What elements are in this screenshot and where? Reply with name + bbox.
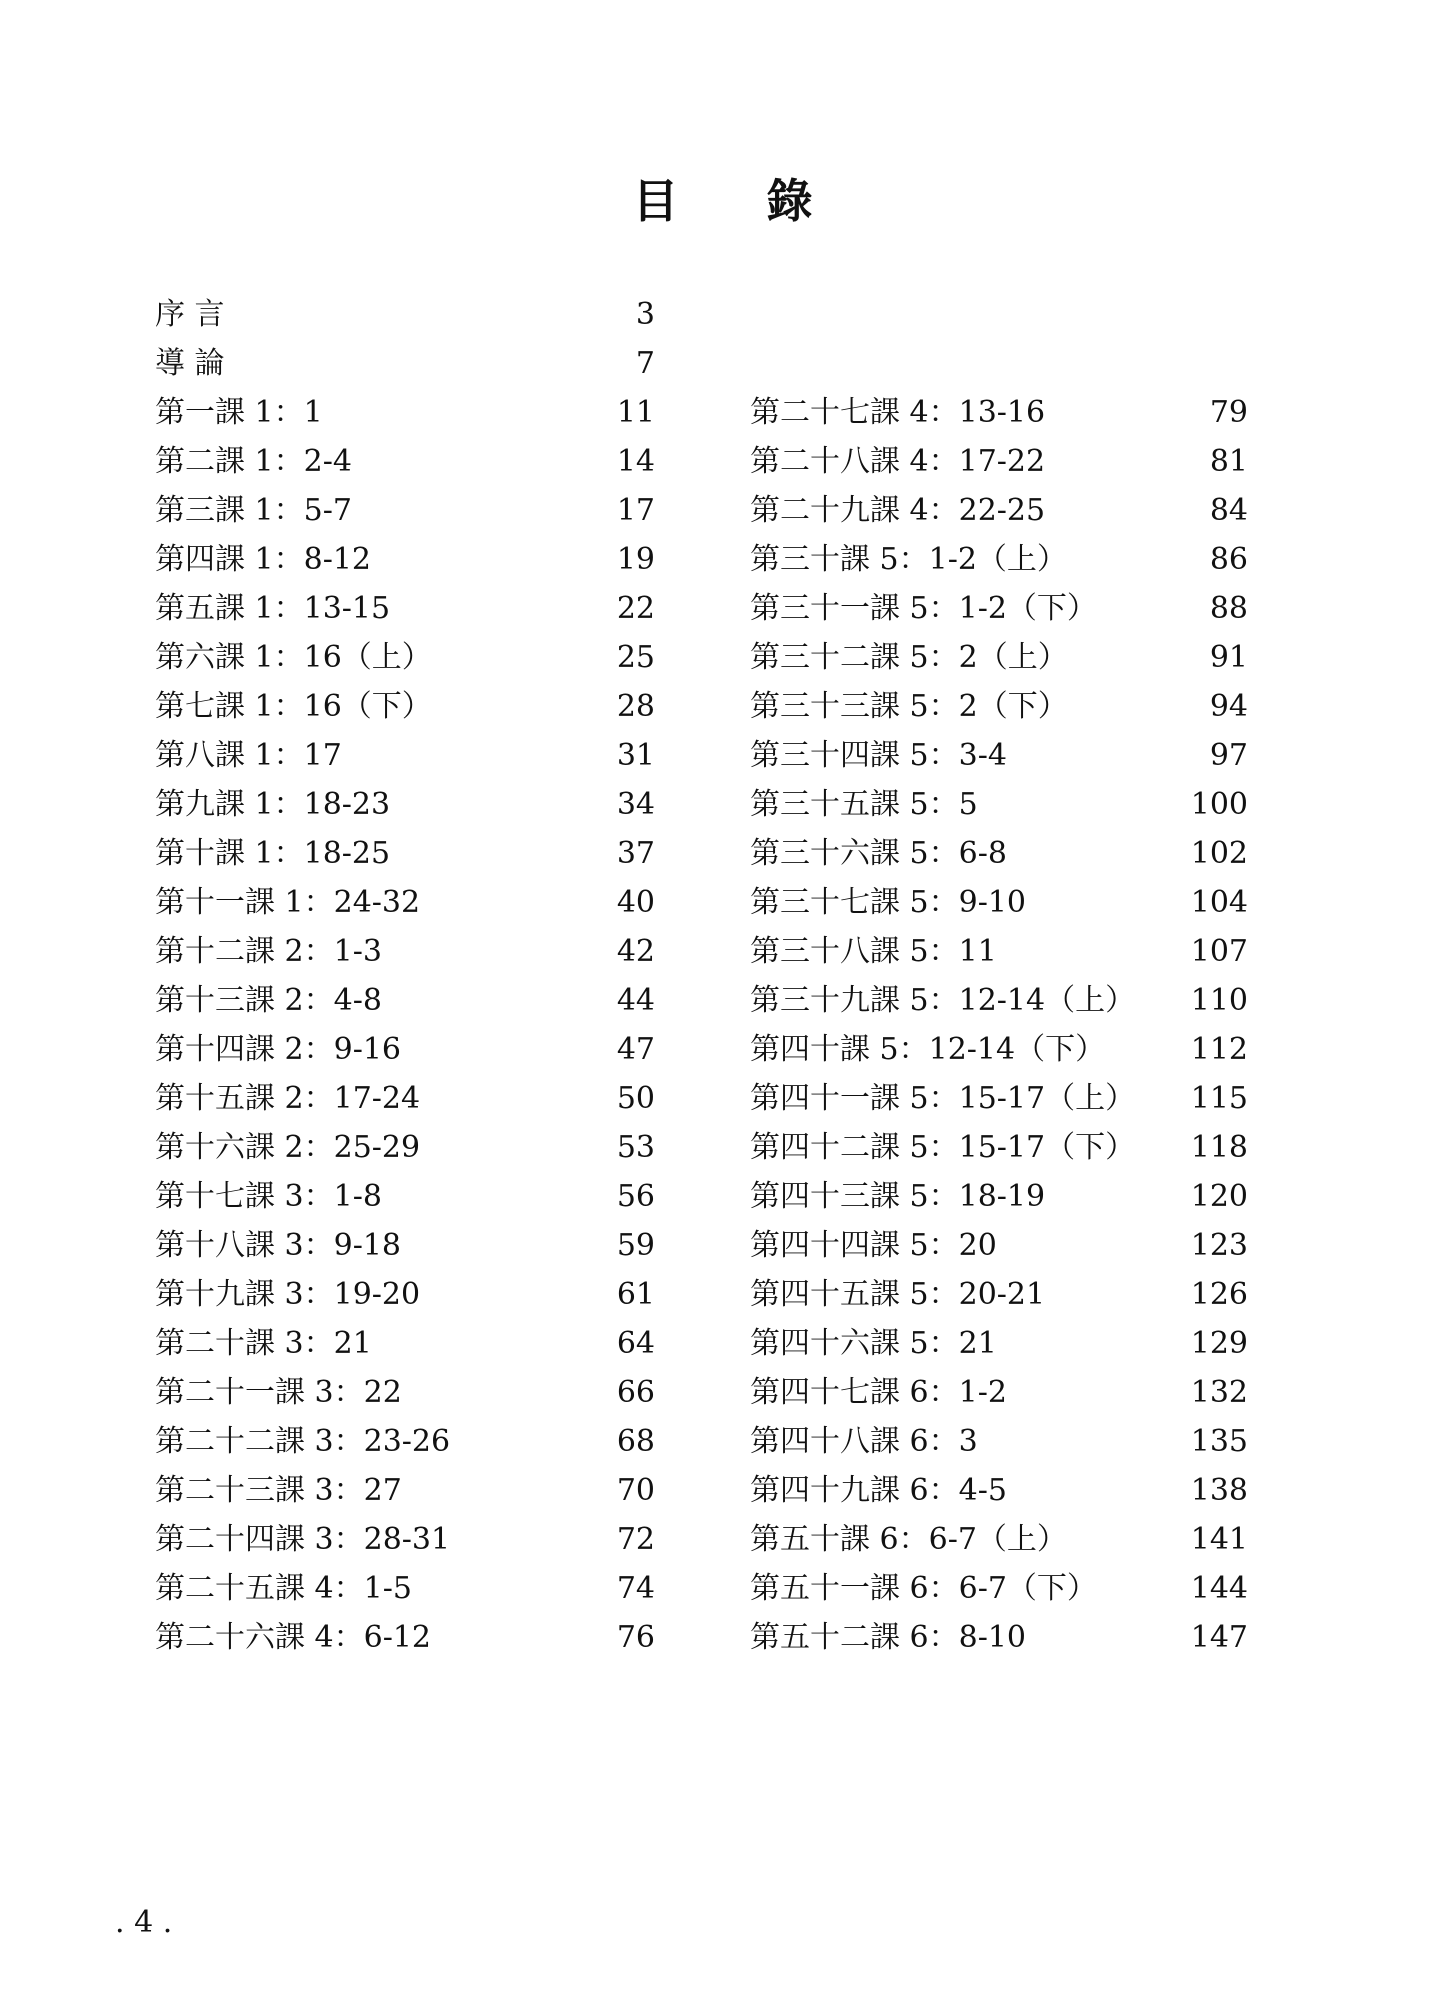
toc-entry <box>750 878 1248 927</box>
toc-entry-page: 66 <box>616 1375 655 1410</box>
toc-entry-title: 第六課 1：16（上） <box>155 640 432 675</box>
toc-entry-page: 31 <box>616 738 655 773</box>
toc-entry <box>750 1515 1248 1564</box>
toc-entry <box>750 1074 1248 1123</box>
toc-entry <box>750 1417 1248 1466</box>
page-title: 目 錄 <box>632 174 849 228</box>
toc-entry-page: 81 <box>1209 444 1248 479</box>
toc-entry <box>155 633 655 682</box>
toc-entry-title: 第三課 1：5-7 <box>155 493 352 528</box>
toc-entry <box>155 290 655 339</box>
toc-entry-title: 第二十八課 4：17-22 <box>750 444 1046 479</box>
toc-entry-title: 第七課 1：16（下） <box>155 689 432 724</box>
toc-entry-title: 第五課 1：13-15 <box>155 591 391 626</box>
toc-entry-title: 第四十四課 5：20 <box>750 1228 997 1263</box>
toc-entry-title: 第十八課 3：9-18 <box>155 1228 402 1263</box>
toc-entry <box>155 1515 655 1564</box>
toc-entry-title: 第三十六課 5：6-8 <box>750 836 1007 871</box>
toc-entry <box>155 1564 655 1613</box>
toc-entry-page: 91 <box>1209 640 1248 675</box>
toc-entry-page: 37 <box>616 836 655 871</box>
toc-entry-title: 第二十七課 4：13-16 <box>750 395 1046 430</box>
toc-entry-page: 138 <box>1190 1473 1248 1508</box>
toc-entry-page: 50 <box>616 1081 655 1116</box>
toc-entry-page: 79 <box>1209 395 1248 430</box>
toc-entry-page: 120 <box>1190 1179 1248 1214</box>
toc-entry-title: 第四十一課 5：15-17（上） <box>750 1081 1136 1116</box>
toc-entry-page: 25 <box>616 640 655 675</box>
toc-entry-title: 第三十二課 5：2（上） <box>750 640 1068 675</box>
toc-entry <box>750 927 1248 976</box>
toc-entry-title: 第五十一課 6：6-7（下） <box>750 1571 1097 1606</box>
toc-entry <box>750 1564 1248 1613</box>
toc-entry-title: 第八課 1：17 <box>155 738 342 773</box>
toc-entry-title: 第五十課 6：6-7（上） <box>750 1522 1067 1557</box>
toc-entry-page: 28 <box>616 689 655 724</box>
toc-entry <box>750 633 1248 682</box>
toc-entry <box>155 780 655 829</box>
toc-entry-title: 第九課 1：18-23 <box>155 787 391 822</box>
toc-entry-title: 第三十七課 5：9-10 <box>750 885 1027 920</box>
toc-entry-title: 第三十八課 5：11 <box>750 934 997 969</box>
toc-entry-page: 72 <box>616 1522 655 1557</box>
toc-entry <box>155 339 655 388</box>
toc-entry <box>750 1319 1248 1368</box>
toc-entry-page: 74 <box>616 1571 655 1606</box>
toc-entry <box>155 1466 655 1515</box>
toc-entry-title: 第十六課 2：25-29 <box>155 1130 421 1165</box>
toc-entry-title: 第三十一課 5：1-2（下） <box>750 591 1097 626</box>
toc-entry-title: 第十一課 1：24-32 <box>155 885 421 920</box>
toc-entry-title: 第二十一課 3：22 <box>155 1375 402 1410</box>
toc-entry-title: 第四十七課 6：1-2 <box>750 1375 1007 1410</box>
toc-entry-page: 59 <box>616 1228 655 1263</box>
toc-entry <box>750 388 1248 437</box>
toc-entry <box>155 388 655 437</box>
toc-entry-title: 第十二課 2：1-3 <box>155 934 382 969</box>
toc-left-column <box>155 290 655 1662</box>
toc-entry-page: 102 <box>1190 836 1248 871</box>
toc-entry-page: 100 <box>1190 787 1248 822</box>
toc-entry-page: 3 <box>635 297 655 332</box>
toc-entry-title: 第四十課 5：12-14（下） <box>750 1032 1106 1067</box>
toc-entry <box>155 1417 655 1466</box>
toc-entry-page: 104 <box>1190 885 1248 920</box>
toc-entry <box>750 1172 1248 1221</box>
toc-entry-title: 第二十課 3：21 <box>155 1326 372 1361</box>
toc-entry <box>750 780 1248 829</box>
toc-entry-title: 第二十二課 3：23-26 <box>155 1424 451 1459</box>
toc-entry-title: 第四十五課 5：20-21 <box>750 1277 1046 1312</box>
toc-entry-title: 第一課 1：1 <box>155 395 323 430</box>
toc-entry-title: 第二十四課 3：28-31 <box>155 1522 451 1557</box>
toc-entry <box>750 1270 1248 1319</box>
toc-entry-title: 第十課 1：18-25 <box>155 836 391 871</box>
toc-entry-title: 第二十九課 4：22-25 <box>750 493 1046 528</box>
toc-entry-page: 22 <box>616 591 655 626</box>
toc-entry <box>155 731 655 780</box>
toc-entry-title: 序 言 <box>155 297 225 332</box>
toc-entry-title: 第十四課 2：9-16 <box>155 1032 402 1067</box>
toc-entry <box>750 731 1248 780</box>
toc-entry-page: 70 <box>616 1473 655 1508</box>
toc-entry-title: 第二十五課 4：1-5 <box>155 1571 412 1606</box>
toc-right-column <box>750 388 1248 1662</box>
footer-page-number: . 4 . <box>115 1905 173 1940</box>
toc-entry-title: 第十九課 3：19-20 <box>155 1277 421 1312</box>
toc-entry-page: 110 <box>1190 983 1248 1018</box>
toc-entry-title: 第三十課 5：1-2（上） <box>750 542 1067 577</box>
toc-entry-page: 107 <box>1190 934 1248 969</box>
toc-entry-page: 144 <box>1190 1571 1248 1606</box>
toc-entry <box>750 486 1248 535</box>
toc-entry <box>155 1368 655 1417</box>
toc-entry <box>750 976 1248 1025</box>
toc-entry <box>750 535 1248 584</box>
toc-entry <box>155 1613 655 1662</box>
toc-entry-title: 第三十五課 5：5 <box>750 787 978 822</box>
toc-entry <box>155 1172 655 1221</box>
toc-entry-page: 94 <box>1209 689 1248 724</box>
toc-entry-title: 第四十九課 6：4-5 <box>750 1473 1007 1508</box>
toc-entry-page: 17 <box>616 493 655 528</box>
toc-entry-title: 第十七課 3：1-8 <box>155 1179 382 1214</box>
toc-entry-page: 88 <box>1209 591 1248 626</box>
toc-entry <box>155 682 655 731</box>
toc-entry-page: 129 <box>1190 1326 1248 1361</box>
toc-entry-page: 7 <box>635 346 655 381</box>
toc-entry <box>750 584 1248 633</box>
toc-entry-page: 11 <box>616 395 655 430</box>
toc-entry-page: 141 <box>1190 1522 1248 1557</box>
toc-entry-page: 76 <box>616 1620 655 1655</box>
toc-entry <box>155 535 655 584</box>
toc-entry-title: 第四十三課 5：18-19 <box>750 1179 1046 1214</box>
toc-entry-title: 第四十二課 5：15-17（下） <box>750 1130 1136 1165</box>
toc-entry <box>750 1123 1248 1172</box>
toc-entry-page: 44 <box>616 983 655 1018</box>
toc-entry-title: 第四十六課 5：21 <box>750 1326 997 1361</box>
toc-entry <box>750 1466 1248 1515</box>
toc-entry <box>155 1074 655 1123</box>
toc-entry-page: 112 <box>1190 1032 1248 1067</box>
toc-entry-page: 84 <box>1209 493 1248 528</box>
toc-entry-page: 53 <box>616 1130 655 1165</box>
toc-entry-page: 123 <box>1190 1228 1248 1263</box>
toc-entry-title: 第十五課 2：17-24 <box>155 1081 421 1116</box>
toc-entry <box>155 878 655 927</box>
toc-entry-page: 56 <box>616 1179 655 1214</box>
toc-entry <box>750 682 1248 731</box>
toc-entry-page: 14 <box>616 444 655 479</box>
toc-entry-page: 68 <box>616 1424 655 1459</box>
toc-entry-page: 118 <box>1190 1130 1248 1165</box>
toc-entry-page: 64 <box>616 1326 655 1361</box>
toc-entry <box>155 1319 655 1368</box>
toc-entry <box>155 976 655 1025</box>
toc-entry <box>750 1613 1248 1662</box>
toc-entry-page: 34 <box>616 787 655 822</box>
toc-entry-page: 115 <box>1190 1081 1248 1116</box>
toc-entry <box>155 927 655 976</box>
toc-entry <box>155 1221 655 1270</box>
toc-entry-page: 132 <box>1190 1375 1248 1410</box>
toc-entry-page: 61 <box>616 1277 655 1312</box>
toc-entry <box>155 1123 655 1172</box>
toc-entry <box>750 1025 1248 1074</box>
toc-entry-title: 第二十六課 4：6-12 <box>155 1620 432 1655</box>
toc-entry <box>155 1270 655 1319</box>
toc-entry-title: 第二課 1：2-4 <box>155 444 352 479</box>
toc-entry <box>155 829 655 878</box>
toc-entry <box>750 1368 1248 1417</box>
toc-entry-page: 126 <box>1190 1277 1248 1312</box>
toc-entry <box>155 584 655 633</box>
toc-entry-page: 40 <box>616 885 655 920</box>
toc-entry-title: 第三十九課 5：12-14（上） <box>750 983 1136 1018</box>
toc-entry-page: 97 <box>1209 738 1248 773</box>
toc-entry-page: 135 <box>1190 1424 1248 1459</box>
toc-entry <box>750 1221 1248 1270</box>
toc-entry <box>155 437 655 486</box>
toc-entry-title: 第四十八課 6：3 <box>750 1424 978 1459</box>
toc-entry-title: 第三十四課 5：3-4 <box>750 738 1007 773</box>
toc-entry <box>750 437 1248 486</box>
toc-entry <box>155 1025 655 1074</box>
toc-entry-title: 第二十三課 3：27 <box>155 1473 402 1508</box>
toc-entry-title: 導 論 <box>155 346 225 381</box>
toc-entry-page: 147 <box>1190 1620 1248 1655</box>
toc-entry-title: 第四課 1：8-12 <box>155 542 372 577</box>
toc-entry <box>155 486 655 535</box>
toc-entry-page: 86 <box>1209 542 1248 577</box>
toc-entry-title: 第十三課 2：4-8 <box>155 983 382 1018</box>
toc-entry-page: 47 <box>616 1032 655 1067</box>
toc-entry-title: 第三十三課 5：2（下） <box>750 689 1068 724</box>
toc-entry <box>750 829 1248 878</box>
toc-entry-title: 第五十二課 6：8-10 <box>750 1620 1027 1655</box>
toc-entry-page: 19 <box>616 542 655 577</box>
toc-entry-page: 42 <box>616 934 655 969</box>
